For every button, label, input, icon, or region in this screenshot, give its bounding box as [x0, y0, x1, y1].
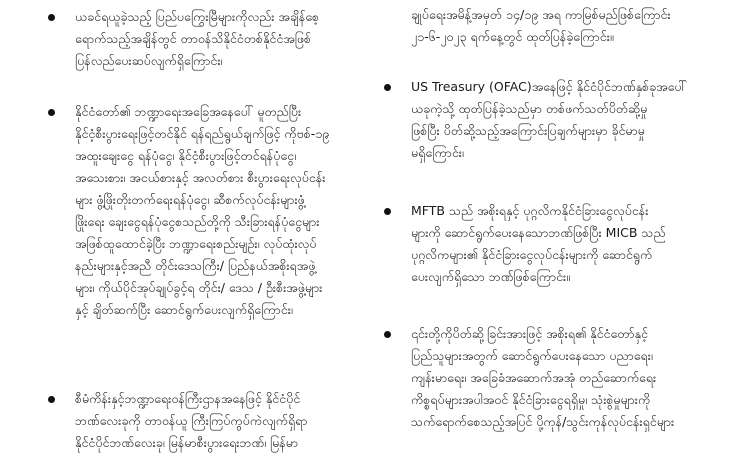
text-line: ယခင်ရယူခဲ့သည့် ပြည်ပကြွေးမြီများကိုလည်း အချိန်စေ့ [75, 9, 320, 24]
list-item [48, 6, 348, 86]
continued-paragraph [384, 4, 714, 54]
text-line: MFTB သည် အစိုးရနှင့် ပုဂ္ဂလိကနိုင်ငံခြားငွေလုပ်ငန်း [411, 203, 649, 218]
text-line: ဖြိုးရေး ချေးငွေရန်ပုံငွေစသည်တို့ကို သီးခြားရန်ပုံငွေများ [75, 214, 320, 229]
text-line: များ၊ ကိုယ်ပိုင်အုပ်ချုပ်ခွင့်ရ တိုင်း/ ဒေသ / ဦးစီးအဖွဲ့များ [75, 280, 323, 295]
text-line: ဖြစ်ပြီး ပိတ်ဆို့သည့်အကြောင်းပြချက်များမှာ ခိုင်မာမှု [411, 123, 645, 138]
text-line: ချုပ်ရေးအမိန့်အမှတ် ၁၄/၁၉ အရ ကာမြစ်မည်ဖြစ်ကြောင်း [411, 7, 671, 22]
text-line: နိုင်ငံတော်၏ ဘဏ္ဍာရေးအခြေအနေပေါ် မူတည်ပြီး [75, 104, 302, 119]
list-item [384, 323, 714, 460]
list-item [384, 76, 714, 176]
list-item [48, 388, 348, 460]
bullet-icon [48, 396, 55, 403]
text-line: မရှိကြောင်း၊ [411, 145, 464, 160]
text-line: နိုင်ငံပိုင်ဘဏ်လေးခု၊ မြန်မာစီးပွားရေးဘဏ်၊ မြန်မာ [75, 435, 299, 450]
text-line: US Treasury (OFAC)အနေဖြင့် နိုင်ငံပိုင်ဘဏ်နှစ်ခုအပေါ် [411, 79, 688, 94]
list-item [48, 101, 348, 341]
text-line: ဘဏ်လေးခုကို တာဝန်ယူ ကြီးကြပ်ကွပ်ကဲလျက်ရှိရာ [75, 413, 308, 428]
bullet-icon [48, 109, 55, 116]
text-line: ၎င်းတို့ကိုပိတ်ဆို့ခြင်းအားဖြင့် အစိုးရ၏ နိုင်ငံတော်နှင့် [411, 326, 648, 341]
text-line: ၂၁-၆-၂၀၂၃ ရက်နေ့တွင် ထုတ်ပြန်ခဲ့ကြောင်း။ [411, 29, 614, 44]
paragraph [411, 200, 714, 288]
text-line: ပုဂ္ဂလိကများ၏ နိုင်ငံခြားငွေလုပ်ငန်းများကို ဆောင်ရွက် [411, 247, 653, 262]
text-line: များကို ဆောင်ရွက်ပေးနေသောဘဏ်ဖြစ်ပြီး MICB သည် [411, 225, 666, 240]
list-item [384, 200, 714, 300]
text-line: များ ဖွံ့ဖြိုးတိုးတက်ရေးရန်ပုံငွေ၊ ဆီစက်လုပ်ငန်းများဖွံ့ [75, 192, 305, 207]
text-line: ကိစ္စရပ်များအပါအဝင် နိုင်ငံခြားငွေရရှိမှု၊ သုံးစွဲမှုများကို [411, 392, 651, 407]
text-line: နိုင်ငံ့စီးပွားရေးဖြင့်တင်နိုင် ရန်ရည်ရွယ်ချက်ဖြင့် ကိုဗစ်-၁၉ [75, 126, 330, 141]
bullet-icon [48, 14, 55, 21]
text-line: ကျန်းမာရေး၊ အခြေခံအဆောက်အအုံ တည်ဆောက်ရေး [411, 370, 657, 385]
bullet-icon [384, 208, 391, 215]
text-line: ပေးလျက်ရှိသော ဘဏ်ဖြစ်ကြောင်း။ [411, 269, 570, 284]
text-line: စီမံကိန်းနှင့်ဘဏ္ဍာရေးဝန်ကြီးဌာနအနေဖြင့် နိုင်ငံပိုင် [75, 391, 301, 406]
paragraph [411, 4, 714, 48]
text-line: ရောက်သည့်အချိန်တွင် တာဝန်သိနိုင်ငံတစ်နိုင်ငံအဖြစ် [75, 31, 312, 46]
paragraph [75, 101, 348, 321]
text-line: ပြန်လည်ပေးဆပ်လျက်ရှိကြောင်း၊ [75, 53, 223, 68]
paragraph [75, 388, 348, 454]
paragraph [411, 323, 714, 433]
text-line: အထူးချေးငွေ ရန်ပုံငွေ၊ နိုင်ငံ့စီးပွားဖြင့်တင်ရန်ပုံငွေ၊ [75, 148, 297, 163]
text-line: ယခုကဲ့သို့ ထုတ်ပြန်ခဲ့သည်မှာ တစ်ဖက်သတ်ပိတ်ဆို့မှု [411, 101, 648, 116]
paragraph [75, 6, 348, 72]
text-line: အဖြစ်ထူထောင်ခဲ့ပြီး ဘဏ္ဍာရေးစည်းမျဉ်း၊ လုပ်ထုံးလုပ် [75, 236, 317, 251]
text-line: ပြည်သူများအတွက် ဆောင်ရွက်ပေးနေသော ပညာရေး၊ [411, 348, 653, 363]
bullet-icon [384, 331, 391, 338]
text-line: နည်းများနှင့်အညီ တိုင်းဒေသကြီး/ ပြည်နယ်အစိုးရအဖွဲ့ [75, 258, 316, 273]
bullet-icon [384, 84, 391, 91]
text-line: သက်ရောက်စေသည့်အပြင် ပို့ကုန်/သွင်းကုန်လုပ်ငန်းရှင်များ [411, 414, 675, 429]
paragraph [411, 76, 714, 164]
text-line: အသေးစား၊ အငယ်စားနှင့် အလတ်စား စီးပွားရေးလုပ်ငန်း [75, 170, 326, 185]
text-line: နှင့် ချိတ်ဆက်ပြီး ဆောင်ရွက်ပေးလျက်ရှိကြောင်း၊ [75, 302, 293, 317]
